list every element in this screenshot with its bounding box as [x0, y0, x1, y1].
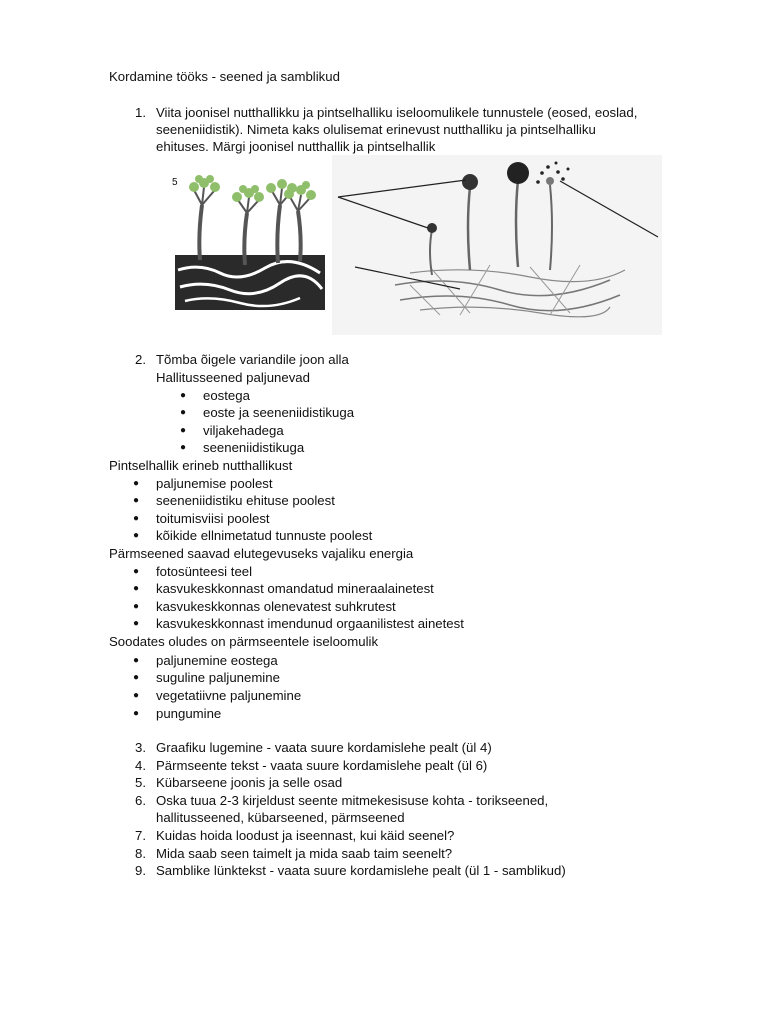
q2-instruction: Tõmba õigele variandile joon alla [156, 352, 349, 367]
task-number: 5. [135, 775, 146, 790]
bullet-icon: ● [133, 690, 140, 701]
bullet-icon: ● [133, 530, 140, 541]
q1-text-line-1: Viita joonisel nutthallikku ja pintselhalliku iseloomulikele tunnustele (eosed, eoslad, [156, 105, 638, 120]
page-title: Kordamine tööks - seened ja samblikud [109, 69, 340, 84]
q2-option: kasvukeskkonnas olenevatest suhkrutest [156, 599, 396, 614]
q2-option: kõikide ellnimetatud tunnuste poolest [156, 528, 373, 543]
q1-text-line-2: seeneniidistik). Nimeta kaks olulisemat erinevust nutthalliku ja pintselhalliku [156, 122, 596, 137]
mucor-drawing [332, 155, 662, 335]
q2-option: seeneniidistikuga [203, 440, 305, 455]
bullet-icon: ● [133, 708, 140, 719]
q2-group-question: Pintselhallik erineb nutthallikust [109, 458, 293, 473]
task-text: Pärmseente tekst - vaata suure kordamislehe pealt (ül 6) [156, 758, 488, 773]
bullet-icon: ● [180, 442, 187, 453]
task-number: 6. [135, 793, 146, 808]
bullet-icon: ● [133, 495, 140, 506]
q2-option: pungumine [156, 706, 222, 721]
penicillium-drawing [172, 175, 325, 310]
task-text: Kuidas hoida loodust ja iseennast, kui käid seenel? [156, 828, 455, 843]
q2-option: seeneniidistiku ehituse poolest [156, 493, 335, 508]
q2-group-question: Pärmseened saavad elutegevuseks vajaliku energia [109, 546, 414, 561]
bullet-icon: ● [133, 655, 140, 666]
bullet-icon: ● [180, 425, 187, 436]
task-text: Kübarseene joonis ja selle osad [156, 775, 343, 790]
bullet-icon: ● [133, 672, 140, 683]
q1-text-line-3: ehituses. Märgi joonisel nutthallik ja pintselhallik [156, 139, 436, 154]
q2-option: viljakehadega [203, 423, 284, 438]
task-number: 7. [135, 828, 146, 843]
task-text: Samblike lünktekst - vaata suure kordamislehe pealt (ül 1 - samblikud) [156, 863, 566, 878]
q2-option: vegetatiivne paljunemine [156, 688, 302, 703]
svg-text:5: 5 [172, 177, 178, 188]
task-text: Mida saab seen taimelt ja mida saab taim seenelt? [156, 846, 453, 861]
bullet-icon: ● [180, 407, 187, 418]
bullet-icon: ● [133, 601, 140, 612]
mould-illustration [170, 155, 670, 335]
q2-option: fotosünteesi teel [156, 564, 253, 579]
task-number: 3. [135, 740, 146, 755]
bullet-icon: ● [180, 390, 187, 401]
task-text: Graafiku lugemine - vaata suure kordamislehe pealt (ül 4) [156, 740, 492, 755]
q2-group-question: Soodates oludes on pärmseentele iseloomulik [109, 634, 379, 649]
q2-option: paljunemise poolest [156, 476, 273, 491]
bullet-icon: ● [133, 513, 140, 524]
task-number: 4. [135, 758, 146, 773]
q1-number: 1. [135, 105, 146, 120]
bullet-icon: ● [133, 478, 140, 489]
bullet-icon: ● [133, 618, 140, 629]
q2-number: 2. [135, 352, 146, 367]
bullet-icon: ● [133, 566, 140, 577]
q2-option: suguline paljunemine [156, 670, 280, 685]
q2-option: eoste ja seeneniidistikuga [203, 405, 355, 420]
bullet-icon: ● [133, 583, 140, 594]
task-number: 9. [135, 863, 146, 878]
task-text: Oska tuua 2-3 kirjeldust seente mitmekesisuse kohta - torikseened, [156, 793, 549, 808]
q2-option: kasvukeskkonnast omandatud mineraalainetest [156, 581, 434, 596]
task-number: 8. [135, 846, 146, 861]
q2-option: toitumisviisi poolest [156, 511, 270, 526]
task-text: hallitusseened, kübarseened, pärmseened [156, 810, 405, 825]
q2-option: kasvukeskkonnast imendunud orgaanilistest ainetest [156, 616, 464, 631]
q2-option: paljunemine eostega [156, 653, 278, 668]
q2-option: eostega [203, 388, 250, 403]
q2-group-question: Hallitusseened paljunevad [156, 370, 310, 385]
